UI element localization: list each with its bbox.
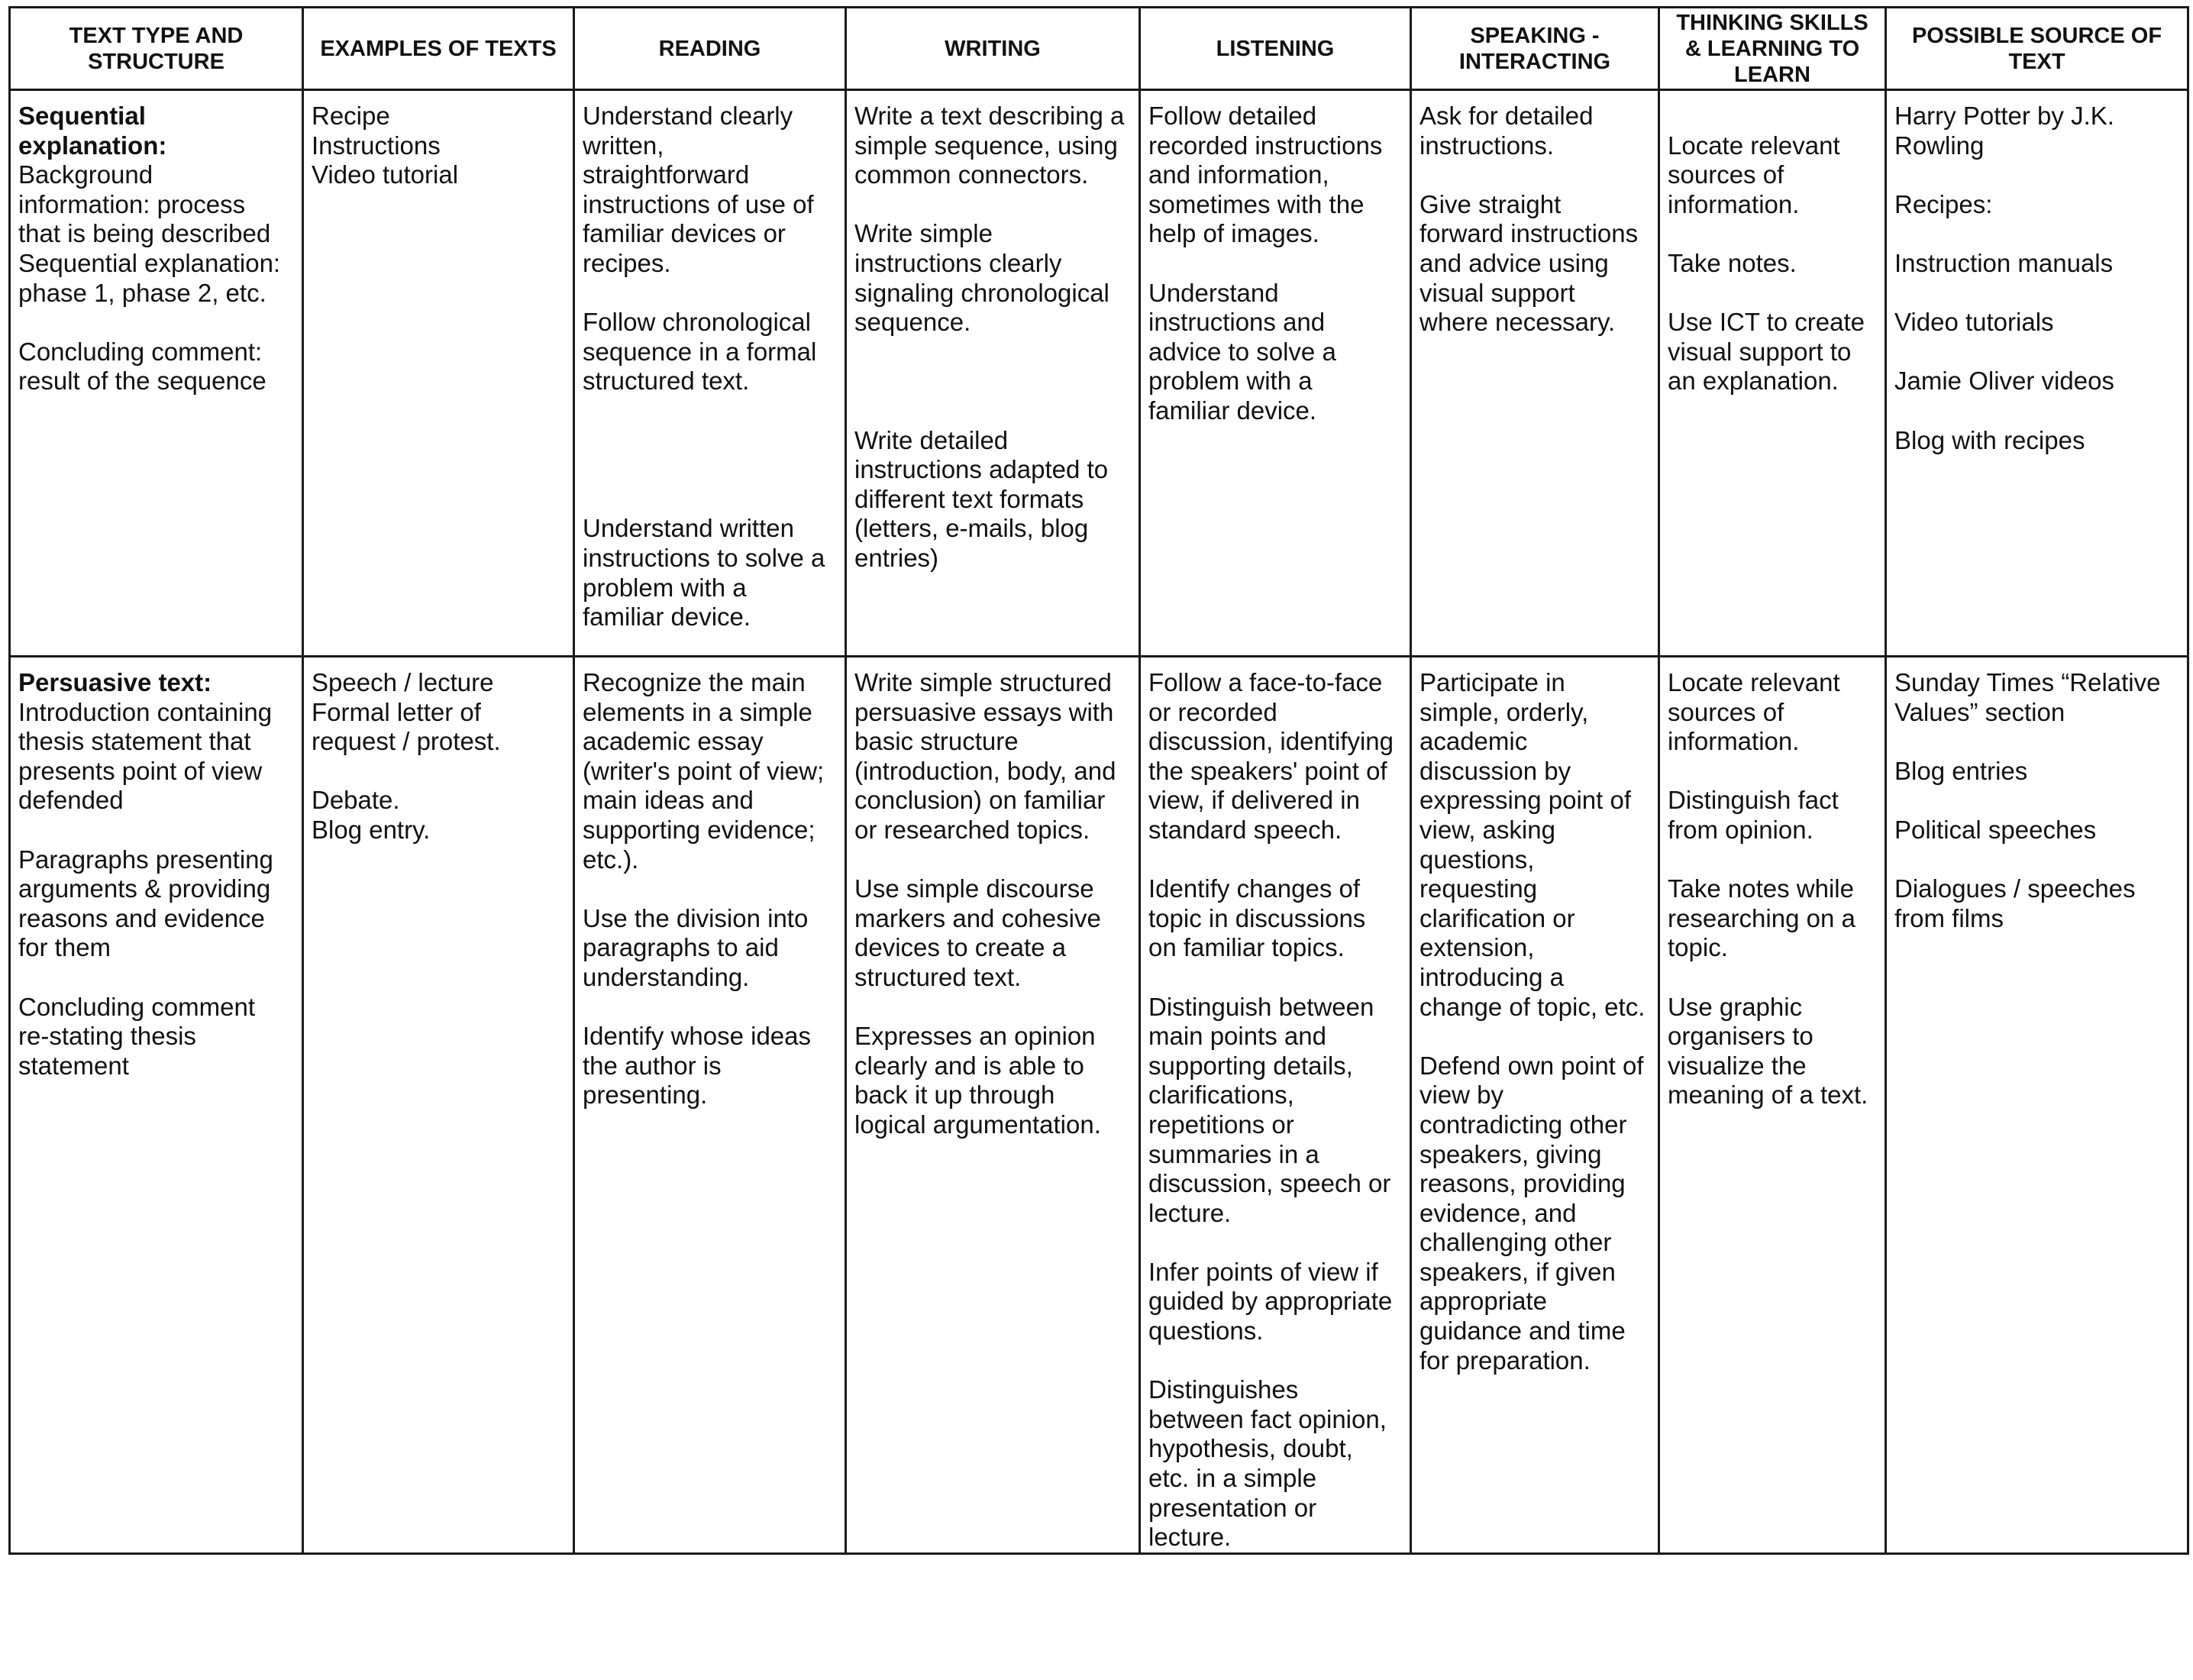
cell-line: instructions clearly <box>854 248 1062 277</box>
cell-line: Identify whose ideas <box>583 1022 812 1051</box>
cell-line: instructions. <box>1419 131 1555 160</box>
cell-text-type <box>10 90 303 657</box>
cell-line: Use ICT to create <box>1668 308 1865 337</box>
blank-line <box>1894 727 2179 757</box>
cell-writing <box>846 657 1140 1554</box>
cell-line: Blog with recipes <box>1894 425 2085 454</box>
cell-line: Write a text describing a <box>854 102 1125 130</box>
blank-line <box>1894 219 2179 249</box>
cell-line: sequence. <box>854 308 971 337</box>
cell-line: view by <box>1419 1081 1504 1110</box>
blank-line <box>1668 102 1877 131</box>
cell-writing <box>846 90 1140 657</box>
cell-line: defended <box>18 786 124 815</box>
blank-line <box>583 485 837 515</box>
cell-line: simple sequence, using <box>854 131 1118 160</box>
cell-line: (writer's point of view; <box>583 756 825 785</box>
cell-line: appropriate <box>1419 1287 1547 1316</box>
cell-line: discussion, speech or <box>1148 1169 1391 1198</box>
cell-line: Take notes. <box>1668 248 1797 277</box>
cell-line: etc.). <box>583 845 639 874</box>
header-listening: LISTENING <box>1140 8 1411 90</box>
cell-line: Write simple structured <box>854 668 1112 696</box>
cell-line: for them <box>18 933 111 962</box>
cell-line: main points and <box>1148 1022 1326 1051</box>
cell-line: reasons and evidence <box>18 903 265 932</box>
cell-line: Distinguishes <box>1148 1375 1299 1404</box>
cell-line: researching on a <box>1668 903 1855 932</box>
cell-line: introducing a <box>1419 962 1564 991</box>
blank-line <box>1148 249 1402 279</box>
cell-line: Formal letter of <box>312 697 481 726</box>
cell-line: Use graphic <box>1668 992 1803 1021</box>
cell-line: presents point of view <box>18 756 263 785</box>
curriculum-table <box>8 6 2189 1555</box>
cell-line: for preparation. <box>1419 1346 1591 1375</box>
cell-line: Locate relevant <box>1668 131 1840 160</box>
header-sources: POSSIBLE SOURCE OF TEXT <box>1886 8 2188 90</box>
cell-line: request / protest. <box>312 727 501 756</box>
cell-line: information. <box>1668 727 1800 756</box>
cell-line: presentation or <box>1148 1493 1317 1522</box>
cell-line: Introduction containing <box>18 697 273 726</box>
cell-line: etc. in a simple <box>1148 1464 1317 1493</box>
table-row <box>10 90 2188 657</box>
cell-listening <box>1140 90 1411 657</box>
blank-line <box>1668 845 1877 875</box>
blank-line <box>854 367 1131 396</box>
cell-line: straightforward <box>583 160 750 189</box>
cell-line: expressing point of <box>1419 786 1632 815</box>
cell-line: familiar device. <box>583 603 751 632</box>
cell-line: from films <box>1894 903 2004 932</box>
cell-line: logical argumentation. <box>854 1110 1101 1139</box>
cell-line: Recipes: <box>1894 189 1993 218</box>
cell-line: supporting evidence; <box>583 815 816 844</box>
blank-line <box>583 993 837 1023</box>
blank-line <box>1419 160 1650 190</box>
cell-line: lecture. <box>1148 1198 1232 1227</box>
blank-line <box>583 455 837 485</box>
cell-line: Understand clearly <box>583 102 793 130</box>
blank-line <box>1668 963 1877 993</box>
cell-line: Infer points of view if <box>1148 1257 1378 1286</box>
cell-line: Video tutorials <box>1894 308 2054 337</box>
cell-line: questions. <box>1148 1317 1264 1346</box>
cell-line: instructions to solve a <box>583 543 825 572</box>
cell-line: elements in a simple <box>583 697 812 726</box>
cell-line: structured text. <box>583 367 750 396</box>
cell-line: Debate. <box>312 786 400 815</box>
cell-line: Dialogues / speeches <box>1894 874 2136 903</box>
cell-line: phase 1, phase 2, etc. <box>18 278 266 307</box>
cell-line: clearly and is able to <box>854 1051 1084 1080</box>
cell-line: Use simple discourse <box>854 874 1094 903</box>
cell-line: Blog entries <box>1894 756 2028 785</box>
cell-line: back it up through <box>854 1081 1055 1110</box>
blank-line <box>854 845 1131 875</box>
cell-line: Harry Potter by J.K. <box>1894 102 2114 130</box>
cell-line: visualize the <box>1668 1051 1807 1080</box>
cell-line: Distinguish fact <box>1668 786 1839 815</box>
cell-line: speakers, if given <box>1419 1257 1616 1286</box>
blank-line <box>1894 396 2179 426</box>
blank-line <box>1148 845 1402 875</box>
cell-line: common connectors. <box>854 160 1089 189</box>
cell-line: Values” section <box>1894 697 2065 726</box>
cell-text-type <box>10 657 303 1554</box>
section-title: explanation: <box>18 131 167 160</box>
cell-line: Jamie Oliver videos <box>1894 367 2114 396</box>
cell-line: Sunday Times “Relative <box>1894 668 2161 696</box>
cell-line: written, <box>583 131 664 160</box>
cell-line: information. <box>1668 189 1800 218</box>
blank-line <box>1894 160 2179 190</box>
cell-line: instructions of use of <box>583 189 814 218</box>
header-row <box>10 8 2188 90</box>
cell-line: Understand <box>1148 278 1279 307</box>
cell-line: visual support <box>1419 278 1575 307</box>
blank-line <box>1894 845 2179 875</box>
cell-line: guidance and time <box>1419 1317 1626 1346</box>
cell-thinking <box>1659 657 1886 1554</box>
cell-line: forward instructions <box>1419 219 1639 248</box>
blank-line <box>1419 1022 1650 1052</box>
cell-line: on familiar topics. <box>1148 933 1345 962</box>
section-title: Persuasive text: <box>18 668 212 696</box>
blank-line <box>1894 279 2179 309</box>
cell-line: visual support to <box>1668 337 1852 366</box>
cell-listening <box>1140 657 1411 1554</box>
cell-line: questions, <box>1419 845 1535 874</box>
header-text-type: TEXT TYPE AND STRUCTURE <box>10 8 303 90</box>
section-title: Sequential <box>18 102 146 130</box>
cell-line: or researched topics. <box>854 815 1090 844</box>
cell-line: problem with a <box>583 573 747 602</box>
cell-line: different text formats <box>854 484 1084 513</box>
cell-line: guided by appropriate <box>1148 1287 1393 1316</box>
cell-line: arguments & providing <box>18 874 271 903</box>
blank-line <box>1894 338 2179 367</box>
cell-speaking <box>1411 657 1659 1554</box>
cell-sources <box>1886 657 2188 1554</box>
cell-line: Instructions <box>312 131 441 160</box>
cell-thinking <box>1659 90 1886 657</box>
cell-line: hypothesis, doubt, <box>1148 1434 1353 1463</box>
cell-line: repetitions or <box>1148 1110 1294 1139</box>
cell-line: sources of <box>1668 160 1784 189</box>
cell-line: Instruction manuals <box>1894 248 2114 277</box>
cell-line: topic in discussions <box>1148 903 1366 932</box>
cell-line: Paragraphs presenting <box>18 845 273 874</box>
cell-line: discussion, identifying <box>1148 727 1394 756</box>
cell-line: organisers to <box>1668 1022 1814 1051</box>
cell-speaking <box>1411 90 1659 657</box>
cell-line: problem with a <box>1148 367 1313 396</box>
cell-line: standard speech. <box>1148 815 1342 844</box>
cell-line: reasons, providing <box>1419 1169 1626 1198</box>
blank-line <box>1148 1346 1402 1376</box>
cell-line: (letters, e-mails, blog <box>854 514 1089 543</box>
cell-line: evidence, and <box>1419 1198 1577 1227</box>
header-reading: READING <box>574 8 846 90</box>
cell-line: and information, <box>1148 160 1329 189</box>
cell-line: instructions adapted to <box>854 455 1109 484</box>
cell-line: advice to solve a <box>1148 337 1336 366</box>
cell-line: Concluding comment <box>18 992 255 1021</box>
cell-line: between fact opinion, <box>1148 1404 1387 1433</box>
cell-line: an explanation. <box>1668 367 1839 396</box>
cell-reading <box>574 90 846 657</box>
blank-line <box>854 338 1131 367</box>
cell-line: conclusion) on familiar <box>854 786 1106 815</box>
cell-line: entries) <box>854 543 939 572</box>
cell-line: Rowling <box>1894 131 1985 160</box>
cell-line: sequence in a formal <box>583 337 817 366</box>
cell-line: presenting. <box>583 1081 708 1110</box>
cell-line: clarification or <box>1419 903 1575 932</box>
cell-line: simple, orderly, <box>1419 697 1589 726</box>
cell-line: Sequential explanation: <box>18 248 281 277</box>
cell-line: recipes. <box>583 248 671 277</box>
cell-line: Participate in <box>1419 668 1565 696</box>
cell-line: Blog entry. <box>312 815 431 844</box>
cell-line: Recipe <box>312 102 390 130</box>
cell-line: Use the division into <box>583 903 809 932</box>
blank-line <box>18 963 294 993</box>
cell-line: supporting details, <box>1148 1051 1353 1080</box>
blank-line <box>1894 786 2179 816</box>
cell-line: Give straight <box>1419 189 1562 218</box>
cell-line: sources of <box>1668 697 1784 726</box>
header-writing: WRITING <box>846 8 1140 90</box>
blank-line <box>1668 219 1877 249</box>
cell-line: markers and cohesive <box>854 903 1101 932</box>
blank-line <box>1148 963 1402 993</box>
cell-line: discussion by <box>1419 756 1571 785</box>
header-speaking: SPEAKING - INTERACTING <box>1411 8 1659 90</box>
cell-line: instructions and <box>1148 308 1326 337</box>
cell-line: where necessary. <box>1419 308 1616 337</box>
cell-line: main ideas and <box>583 786 754 815</box>
blank-line <box>1668 279 1877 309</box>
cell-line: the speakers' point of <box>1148 756 1387 785</box>
cell-line: Recognize the main <box>583 668 806 696</box>
cell-line: paragraphs to aid <box>583 933 779 962</box>
cell-line: information: process <box>18 189 246 218</box>
blank-line <box>18 308 294 338</box>
cell-line: the author is <box>583 1051 722 1080</box>
cell-line: Ask for detailed <box>1419 102 1594 130</box>
cell-line: contradicting other <box>1419 1110 1627 1139</box>
cell-line: result of the sequence <box>18 367 266 396</box>
blank-line <box>583 874 837 904</box>
cell-line: sometimes with the <box>1148 189 1365 218</box>
cell-line: persuasive essays with <box>854 697 1114 726</box>
cell-line: basic structure <box>854 727 1019 756</box>
cell-line: familiar devices or <box>583 219 786 248</box>
cell-line: meaning of a text. <box>1668 1081 1868 1110</box>
cell-line: challenging other <box>1419 1228 1612 1257</box>
blank-line <box>583 279 837 309</box>
cell-line: Speech / lecture <box>312 668 494 696</box>
cell-line: devices to create a <box>854 933 1066 962</box>
blank-line <box>583 426 837 456</box>
cell-line: change of topic, etc. <box>1419 992 1646 1021</box>
cell-line: academic essay <box>583 727 764 756</box>
cell-line: summaries in a <box>1148 1139 1319 1168</box>
cell-examples <box>303 90 574 657</box>
header-examples: EXAMPLES OF TEXTS <box>303 8 574 90</box>
cell-line: extension, <box>1419 933 1535 962</box>
cell-line: Background <box>18 160 153 189</box>
cell-line: help of images. <box>1148 219 1319 248</box>
cell-line: view, asking <box>1419 815 1555 844</box>
cell-line: academic <box>1419 727 1528 756</box>
cell-line: structured text. <box>854 962 1022 991</box>
blank-line <box>854 396 1131 426</box>
cell-line: familiar device. <box>1148 396 1317 425</box>
cell-line: that is being described <box>18 219 271 248</box>
table-row <box>10 657 2188 1554</box>
cell-line: understanding. <box>583 962 750 991</box>
cell-line: Defend own point of <box>1419 1051 1644 1080</box>
cell-line: Follow chronological <box>583 308 811 337</box>
cell-line: Political speeches <box>1894 815 2097 844</box>
cell-sources <box>1886 90 2188 657</box>
header-thinking: THINKING SKILLS & LEARNING TO LEARN <box>1659 8 1886 90</box>
cell-line: Distinguish between <box>1148 992 1374 1021</box>
cell-line: (introduction, body, and <box>854 756 1116 785</box>
cell-line: Take notes while <box>1668 874 1854 903</box>
cell-line: recorded instructions <box>1148 131 1383 160</box>
cell-line: Follow detailed <box>1148 102 1317 130</box>
cell-line: Write detailed <box>854 425 1009 454</box>
cell-line: statement <box>18 1051 129 1080</box>
blank-line <box>854 190 1131 220</box>
cell-line: and advice using <box>1419 248 1609 277</box>
cell-line: thesis statement that <box>18 727 251 756</box>
blank-line <box>1668 757 1877 787</box>
cell-line: Video tutorial <box>312 160 459 189</box>
cell-line: Identify changes of <box>1148 874 1361 903</box>
cell-line: topic. <box>1668 933 1728 962</box>
blank-line <box>18 816 294 845</box>
cell-line: Write simple <box>854 219 993 248</box>
blank-line <box>854 993 1131 1023</box>
cell-line: Locate relevant <box>1668 668 1840 696</box>
cell-line: Expresses an opinion <box>854 1022 1096 1051</box>
cell-line: view, if delivered in <box>1148 786 1360 815</box>
cell-line: requesting <box>1419 874 1538 903</box>
cell-line: Understand written <box>583 514 794 543</box>
cell-reading <box>574 657 846 1554</box>
blank-line <box>312 757 565 787</box>
cell-line: Follow a face-to-face <box>1148 668 1383 696</box>
cell-line: or recorded <box>1148 697 1277 726</box>
cell-line: re-stating thesis <box>18 1022 196 1051</box>
cell-line: lecture. <box>1148 1523 1232 1552</box>
cell-line: speakers, giving <box>1419 1139 1602 1168</box>
blank-line <box>583 396 837 426</box>
cell-line: from opinion. <box>1668 815 1814 844</box>
cell-line: Concluding comment: <box>18 337 263 366</box>
blank-line <box>1148 1228 1402 1258</box>
cell-line: signaling chronological <box>854 278 1109 307</box>
cell-examples <box>303 657 574 1554</box>
cell-line: clarifications, <box>1148 1081 1294 1110</box>
